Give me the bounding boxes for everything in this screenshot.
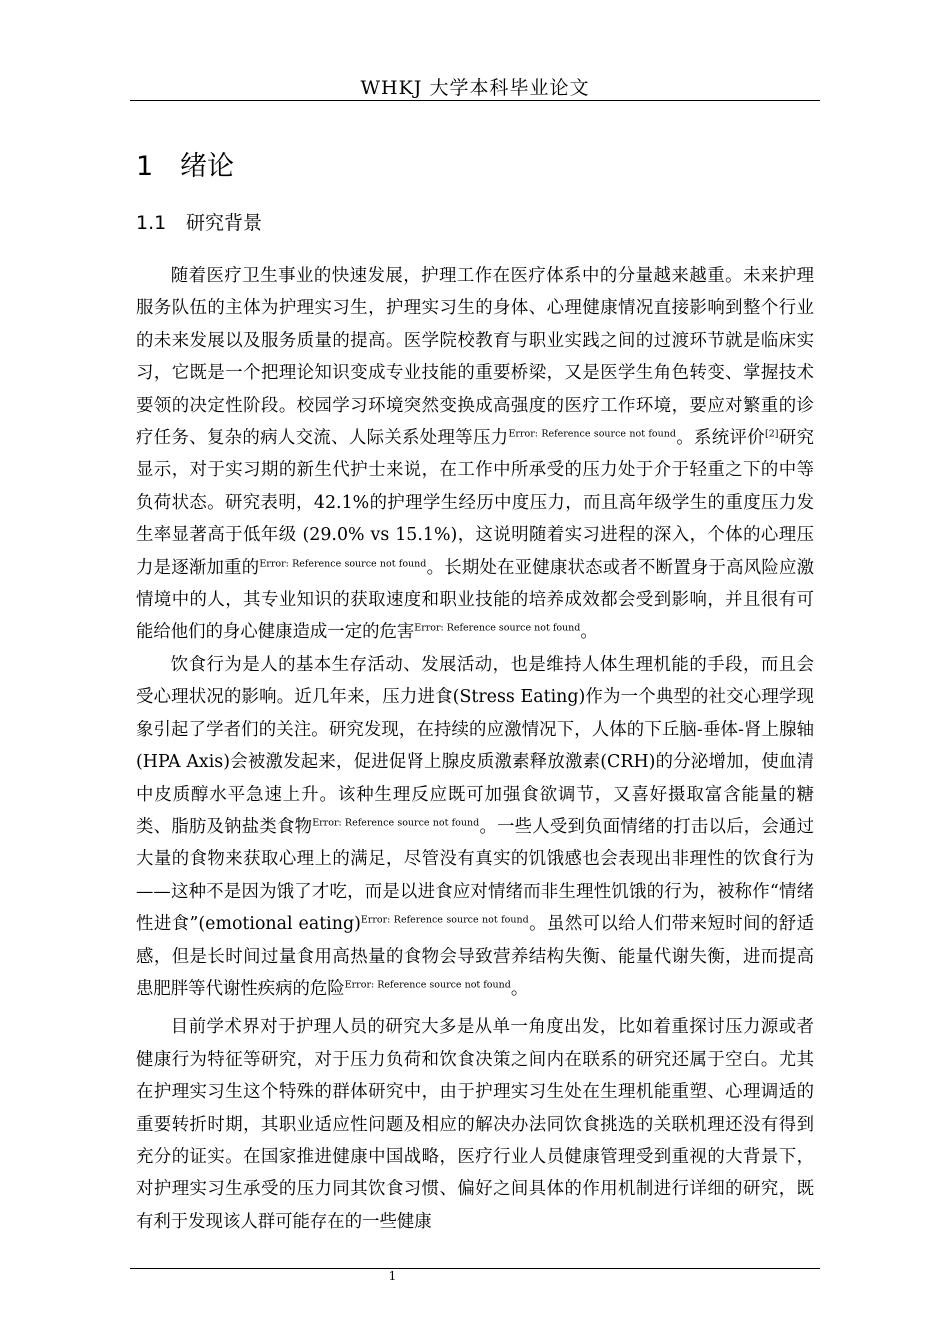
paragraph-1 — [136, 260, 814, 649]
paragraph-text: 研究显示，对于实习期的新生代护士来说，在工作中所承受的压力处于介于轻重之下的中等负荷状态。研究表明，42.1%的护理学生经历中度压力，而且高年级学生的重度压力发生率显著高于低年级 (29.0% vs 15.1%)，这说明随着实习进程的深入，个体的心理压力是逐渐加重的 — [136, 428, 814, 578]
paragraph-text: 。 — [510, 978, 529, 999]
paragraph-text: 。系统评价 — [675, 428, 766, 449]
paragraph-text: 饮食行为是人的基本生存活动、发展活动，也是维持人体生理机能的手段，而且会受心理状况的影响。近几年来，压力进食(Stress Eating)作为一个典型的社交心理学现象引起了学者们的关注。研究发现，在持续的应激情况下，人体的下丘脑-垂体-肾上腺轴(HPA Axis)会被激发起来，促进促肾上腺皮质激素释放激素(CRH)的分泌增加，使血清中皮质醇水平急速上升。该种生理反应既可加强食欲调节，又喜好摄取富含能量的糖类、脂肪及钠盐类食物 — [136, 654, 814, 837]
page-number: 1 — [388, 1269, 397, 1283]
chapter-title: 绪论 — [180, 151, 234, 182]
paragraph-text: 。虽然可以给人们带来短时间的舒适感，但是长时间过量食用高热量的食物会导致营养结构失衡、能量代谢失衡，进而提高患肥胖等代谢性疾病的危险 — [136, 914, 814, 999]
paragraph-text: 随着医疗卫生事业的快速发展，护理工作在医疗体系中的分量越来越重。未来护理服务队伍的主体为护理实习生，护理实习生的身体、心理健康情况直接影响到整个行业的未来发展以及服务质量的提高。医学院校教育与职业实践之间的过渡环节就是临床实习，它既是一个把理论知识变成专业技能的重要桥梁，又是医学生角色转变、掌握技术要领的决定性阶段。校园学习环境突然变换成高强度的医疗工作环境，要应对繁重的诊疗任务、复杂的病人交流、人际关系处理等压力 — [136, 266, 814, 449]
citation-error: Error: Reference source not found — [508, 428, 676, 440]
citation-error: Error: Reference source not found — [414, 622, 581, 634]
citation: [2] — [765, 428, 779, 440]
running-header: WHKJ 大学本科毕业论文 — [360, 77, 590, 99]
citation-error: Error: Reference source not found — [259, 558, 427, 570]
section-heading — [136, 209, 262, 237]
paragraph-2 — [136, 649, 814, 1005]
paragraph-text: 。一些人受到负面情绪的打击以后，会通过大量的食物来获取心理上的满足，尽管没有真实的饥饿感也会表现出非理性的饮食行为——这种不是因为饿了才吃，而是以进食应对情绪而非生理性饥饿的行为，被称作“情绪性进食”(emotional eating) — [136, 816, 814, 935]
chapter-heading — [136, 150, 234, 184]
section-title: 研究背景 — [186, 212, 263, 234]
citation-error: Error: Reference source not found — [312, 817, 480, 829]
paragraph-text: 。 — [580, 622, 598, 643]
paragraph-text: 。长期处在亚健康状态或者不断置身于高风险应激情境中的人，其专业知识的获取速度和职业技能的培养成效都会受到影响，并且很有可能给他们的身心健康造成一定的危害 — [136, 557, 814, 643]
section-number: 1.1 — [136, 212, 167, 234]
citation-error: Error: Reference source not found — [344, 979, 511, 991]
paragraph-3 — [136, 1011, 814, 1238]
paragraph-text: 目前学术界对于护理人员的研究大多是从单一角度出发，比如着重探讨压力源或者健康行为特征等研究，对于压力负荷和饮食决策之间内在联系的研究还属于空白。尤其在护理实习生这个特殊的群体研究中，由于护理实习生处在生理机能重塑、心理调适的重要转折时期，其职业适应性问题及相应的解决办法同饮食挑选的关联机理还没有得到充分的证实。在国家推进健康中国战略，医疗行业人员健康管理受到重视的大背景下，对护理实习生承受的压力同其饮食习惯、偏好之间具体的作用机制进行详细的研究，既有利于发现该人群可能存在的一些健康 — [136, 1017, 814, 1232]
body-text — [136, 260, 814, 1238]
header-rule — [130, 100, 820, 101]
citation-error: Error: Reference source not found — [360, 914, 529, 926]
chapter-number: 1 — [136, 151, 154, 182]
